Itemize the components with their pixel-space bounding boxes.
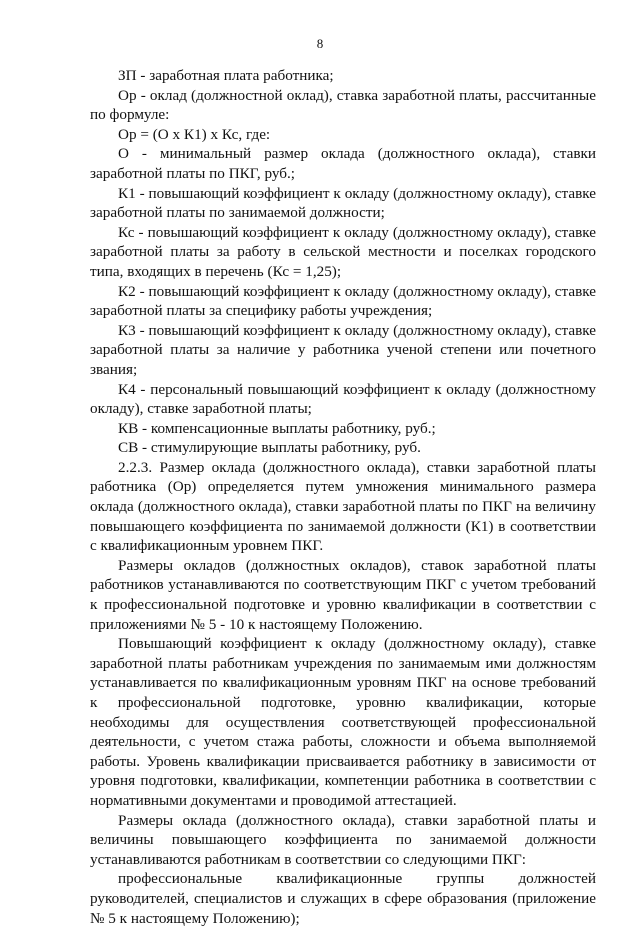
paragraph-or-definition: Ор - оклад (должностной оклад), ставка заработной платы, рассчитанные по формуле: [90, 86, 596, 124]
paragraph-coefficient: Повышающий коэффициент к окладу (должностному окладу), ставке заработной платы работникам учреждения по занимаемым ими должностям устанавливается по квалификационным уровням ПКГ на основе требований к профессиональной подготовке, уровню квалификации, которые необходимы для осуществления соответствующей профессиональной деятельности, с учетом стажа работы, сложности и объема выполняемой работы. Уровень квалификации присваивается работнику в зависимости от уровня подготовки, квалификации, компетенции работника в соответствии с нормативными документами и проводимой аттестацией. [90, 635, 596, 809]
document-body [90, 66, 596, 928]
paragraph-pkg-education: профессиональные квалификационные группы должностей руководителей, специалистов и служащих в сфере образования (приложение № 5 к настоящему Положению); [90, 870, 596, 927]
page-number: 8 [316, 36, 324, 51]
paragraph-sv: СВ - стимулирующие выплаты работнику, руб. [118, 439, 421, 457]
paragraph-k4: К4 - персональный повышающий коэффициент к окладу (должностному окладу), ставке заработной платы; [90, 380, 596, 418]
paragraph-o: О - минимальный размер оклада (должностного оклада), ставки заработной платы по ПКГ, руб.; [90, 145, 596, 182]
paragraph-zp: ЗП - заработная плата работника; [118, 67, 334, 84]
paragraph-2-2-3: 2.2.3. Размер оклада (должностного оклада), ставки заработной платы работника (Ор) определяется путем умножения минимального размера оклада (должностного оклада), ставки заработной платы по ПКГ на величину повышающего коэффициента по занимаемой должности (К1) в соответствии с квалификационным уровнем ПКГ. [90, 458, 596, 555]
paragraph-kc: Кс - повышающий коэффициент к окладу (должностному окладу), ставке заработной платы за работу в сельской местности и поселках городского типа, входящих в перечень (Кс = 1,25); [90, 223, 596, 280]
paragraph-salary-sizes: Размеры окладов (должностных окладов), ставок заработной платы работников устанавливаются по соответствующим ПКГ с учетом требований к профессиональной подготовке и уровню квалификации в соответствии с приложениями № 5 - 10 к настоящему Положению. [90, 556, 596, 633]
paragraph-k3: К3 - повышающий коэффициент к окладу (должностному окладу), ставке заработной платы за наличие у работника ученой степени или почетного звания; [90, 321, 596, 378]
paragraph-k1: К1 - повышающий коэффициент к окладу (должностному окладу), ставке заработной платы по занимаемой должности; [90, 184, 596, 222]
paragraph-k2: К2 - повышающий коэффициент к окладу (должностному окладу), ставке заработной платы за специфику работы учреждения; [90, 282, 596, 320]
paragraph-formula: Ор = (О x К1) x Кс, где: [118, 125, 271, 143]
paragraph-pkg-intro: Размеры оклада (должностного оклада), ставки заработной платы и величины повышающего коэффициента по занимаемой должности устанавливаются работникам в соответствии со следующими ПКГ: [90, 811, 596, 868]
paragraph-kv: КВ - компенсационные выплаты работнику, руб.; [118, 419, 436, 437]
